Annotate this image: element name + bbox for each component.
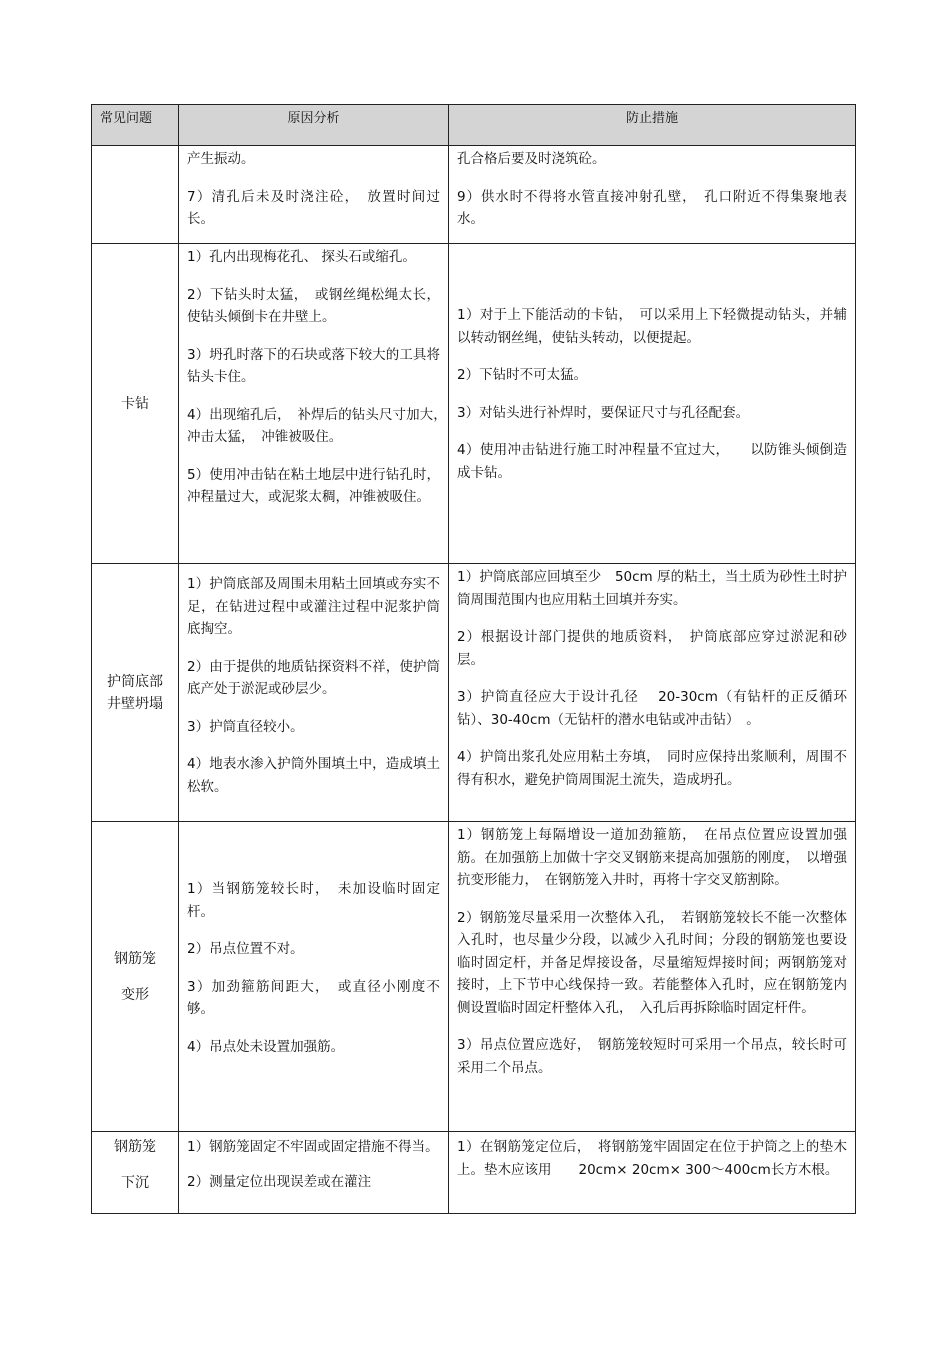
issue-cell — [92, 146, 179, 244]
document-sheet — [91, 104, 855, 1214]
cause-text: 1）孔内出现梅花孔、 探头石或缩孔。 — [187, 249, 416, 265]
cause-text: 2）吊点位置不对。 — [187, 941, 304, 957]
cause-text: 4）吊点处未设置加强筋。 — [187, 1038, 345, 1055]
measure-text: 1）护筒底部应回填至少 50cm 厚的粘土，当土质为砂性土时护筒周围范围内也应用粘土回填并夯实。 — [457, 569, 847, 608]
measure-cell — [449, 146, 856, 244]
cause-cell — [179, 244, 454, 564]
measure-text: 1）钢筋笼上每隔增设一道加劲箍筋， 在吊点位置应设置加强筋。在加强筋上加做十字交叉钢筋来提高加强筋的刚度， 以增强抗变形能力， 在钢筋笼入井时，再将十字交叉筋割除。 — [457, 827, 847, 888]
cause-text: 5）使用冲击钻在粘土地层中进行钻孔时，冲程量过大，或泥浆太稠，冲锥被吸住。 — [187, 466, 440, 505]
cause-text: 3）坍孔时落下的石块或落下较大的工具将钻头卡住。 — [187, 346, 440, 385]
table-header-row — [92, 105, 856, 146]
table-row — [92, 244, 856, 564]
issue-label: 卡钻 — [121, 395, 149, 412]
cause-text: 3）护筒直径较小。 — [187, 718, 304, 735]
measure-text: 2）根据设计部门提供的地质资料， 护筒底部应穿过淤泥和砂层。 — [457, 629, 847, 668]
cause-text: 1）钢筋笼固定不牢固或固定措施不得当。 — [187, 1139, 439, 1155]
measure-text: 9）供水时不得将水管直接冲射孔壁， 孔口附近不得集聚地表水。 — [457, 188, 847, 227]
measure-text: 3）对钻头进行补焊时，要保证尺寸与孔径配套。 — [457, 404, 750, 421]
table-row — [92, 564, 856, 822]
table-row — [92, 822, 856, 1132]
cause-text: 2）测量定位出现误差或在灌注 — [187, 1173, 372, 1190]
issue-label: 护筒底部 — [107, 673, 163, 690]
measure-text: 3）护筒直径应大于设计孔径 20-30cm（有钻杆的正反循环钻）、30-40cm（无钻杆的潜水电钻或冲击钻） 。 — [457, 689, 847, 728]
cause-text: 1）护筒底部及周围未用粘土回填或夯实不足，在钻进过程中或灌注过程中泥浆护筒底掏空。 — [187, 576, 440, 637]
cause-text: 2）由于提供的地质钻探资料不祥，使护筒底产处于淤泥或砂层少。 — [187, 658, 440, 697]
issue-label: 变形 — [121, 986, 149, 1003]
measure-text: 2）钢筋笼尽量采用一次整体入孔， 若钢筋笼较长不能一次整体入孔时，也尽量少分段，以减少入孔时间；分段的钢筋笼也要设临时固定杆，并备足焊接设备，尽量缩短焊接时间；两钢筋笼对接时，上下节中心线保持一致。若能整体入孔时，应在钢筋笼内侧设置临时固定杆整体入孔， 入孔后再拆除临时固定杆件。 — [457, 909, 847, 1016]
cause-text: 7）清孔后未及时浇注砼， 放置时间过长。 — [187, 188, 440, 227]
issue-label: 井壁坍塌 — [107, 695, 163, 712]
measure-text: 4）护筒出浆孔处应用粘土夯填， 同时应保持出浆顺利，周围不得有积水，避免护筒周围泥土流失，造成坍孔。 — [457, 749, 847, 788]
cause-text: 产生振动。 — [187, 151, 255, 167]
header-cause-analysis: 原因分析 — [179, 105, 449, 146]
cause-cell — [179, 564, 449, 822]
table-row — [92, 146, 856, 244]
measure-cell — [449, 822, 856, 1132]
cause-text: 2）下钻头时太猛， 或钢丝绳松绳太长，使钻头倾倒卡在井壁上。 — [187, 286, 440, 325]
measure-text: 孔合格后要及时浇筑砼。 — [457, 151, 606, 167]
header-prevention-measures: 防止措施 — [449, 105, 856, 146]
measure-cell — [449, 244, 856, 564]
measure-text: 1）在钢筋笼定位后， 将钢筋笼牢固固定在位于护筒之上的垫木上。垫木应该用 20cm× 20cm× 300～400cm长方木根。 — [457, 1139, 847, 1178]
cause-cell — [179, 822, 449, 1132]
cause-text: 4）地表水渗入护筒外围填土中，造成填土松软。 — [187, 756, 440, 795]
cause-text: 4）出现缩孔后， 补焊后的钻头尺寸加大， 冲击太猛， 冲锥被吸住。 — [187, 406, 454, 445]
issue-cell — [92, 1132, 179, 1214]
cause-text: 1）当钢筋笼较长时， 未加设临时固定杆。 — [187, 881, 440, 920]
measure-cell — [449, 1132, 856, 1214]
issue-label: 钢筋笼 — [114, 1139, 156, 1155]
header-common-problems: 常见问题 — [92, 105, 179, 146]
issue-label: 下沉 — [121, 1175, 149, 1191]
measure-text: 1）对于上下能活动的卡钻， 可以采用上下轻微提动钻头，并辅以转动钢丝绳，使钻头转动，以便提起。 — [457, 307, 847, 346]
cause-cell — [179, 1132, 449, 1214]
measure-text: 4）使用冲击钻进行施工时冲程量不宜过大， 以防锥头倾倒造成卡钻。 — [457, 442, 847, 481]
table-row — [92, 1132, 856, 1214]
issue-cell — [92, 244, 179, 564]
measure-text: 3）吊点位置应选好， 钢筋笼较短时可采用一个吊点，较长时可采用二个吊点。 — [457, 1037, 847, 1076]
issue-label: 钢筋笼 — [114, 950, 156, 967]
problems-table — [91, 104, 856, 1214]
measure-text: 2）下钻时不可太猛。 — [457, 367, 588, 383]
issue-cell — [92, 564, 179, 822]
issue-cell — [92, 822, 179, 1132]
cause-cell — [179, 146, 449, 244]
cause-text: 3）加劲箍筋间距大， 或直径小刚度不够。 — [187, 978, 440, 1017]
measure-cell — [449, 564, 856, 822]
